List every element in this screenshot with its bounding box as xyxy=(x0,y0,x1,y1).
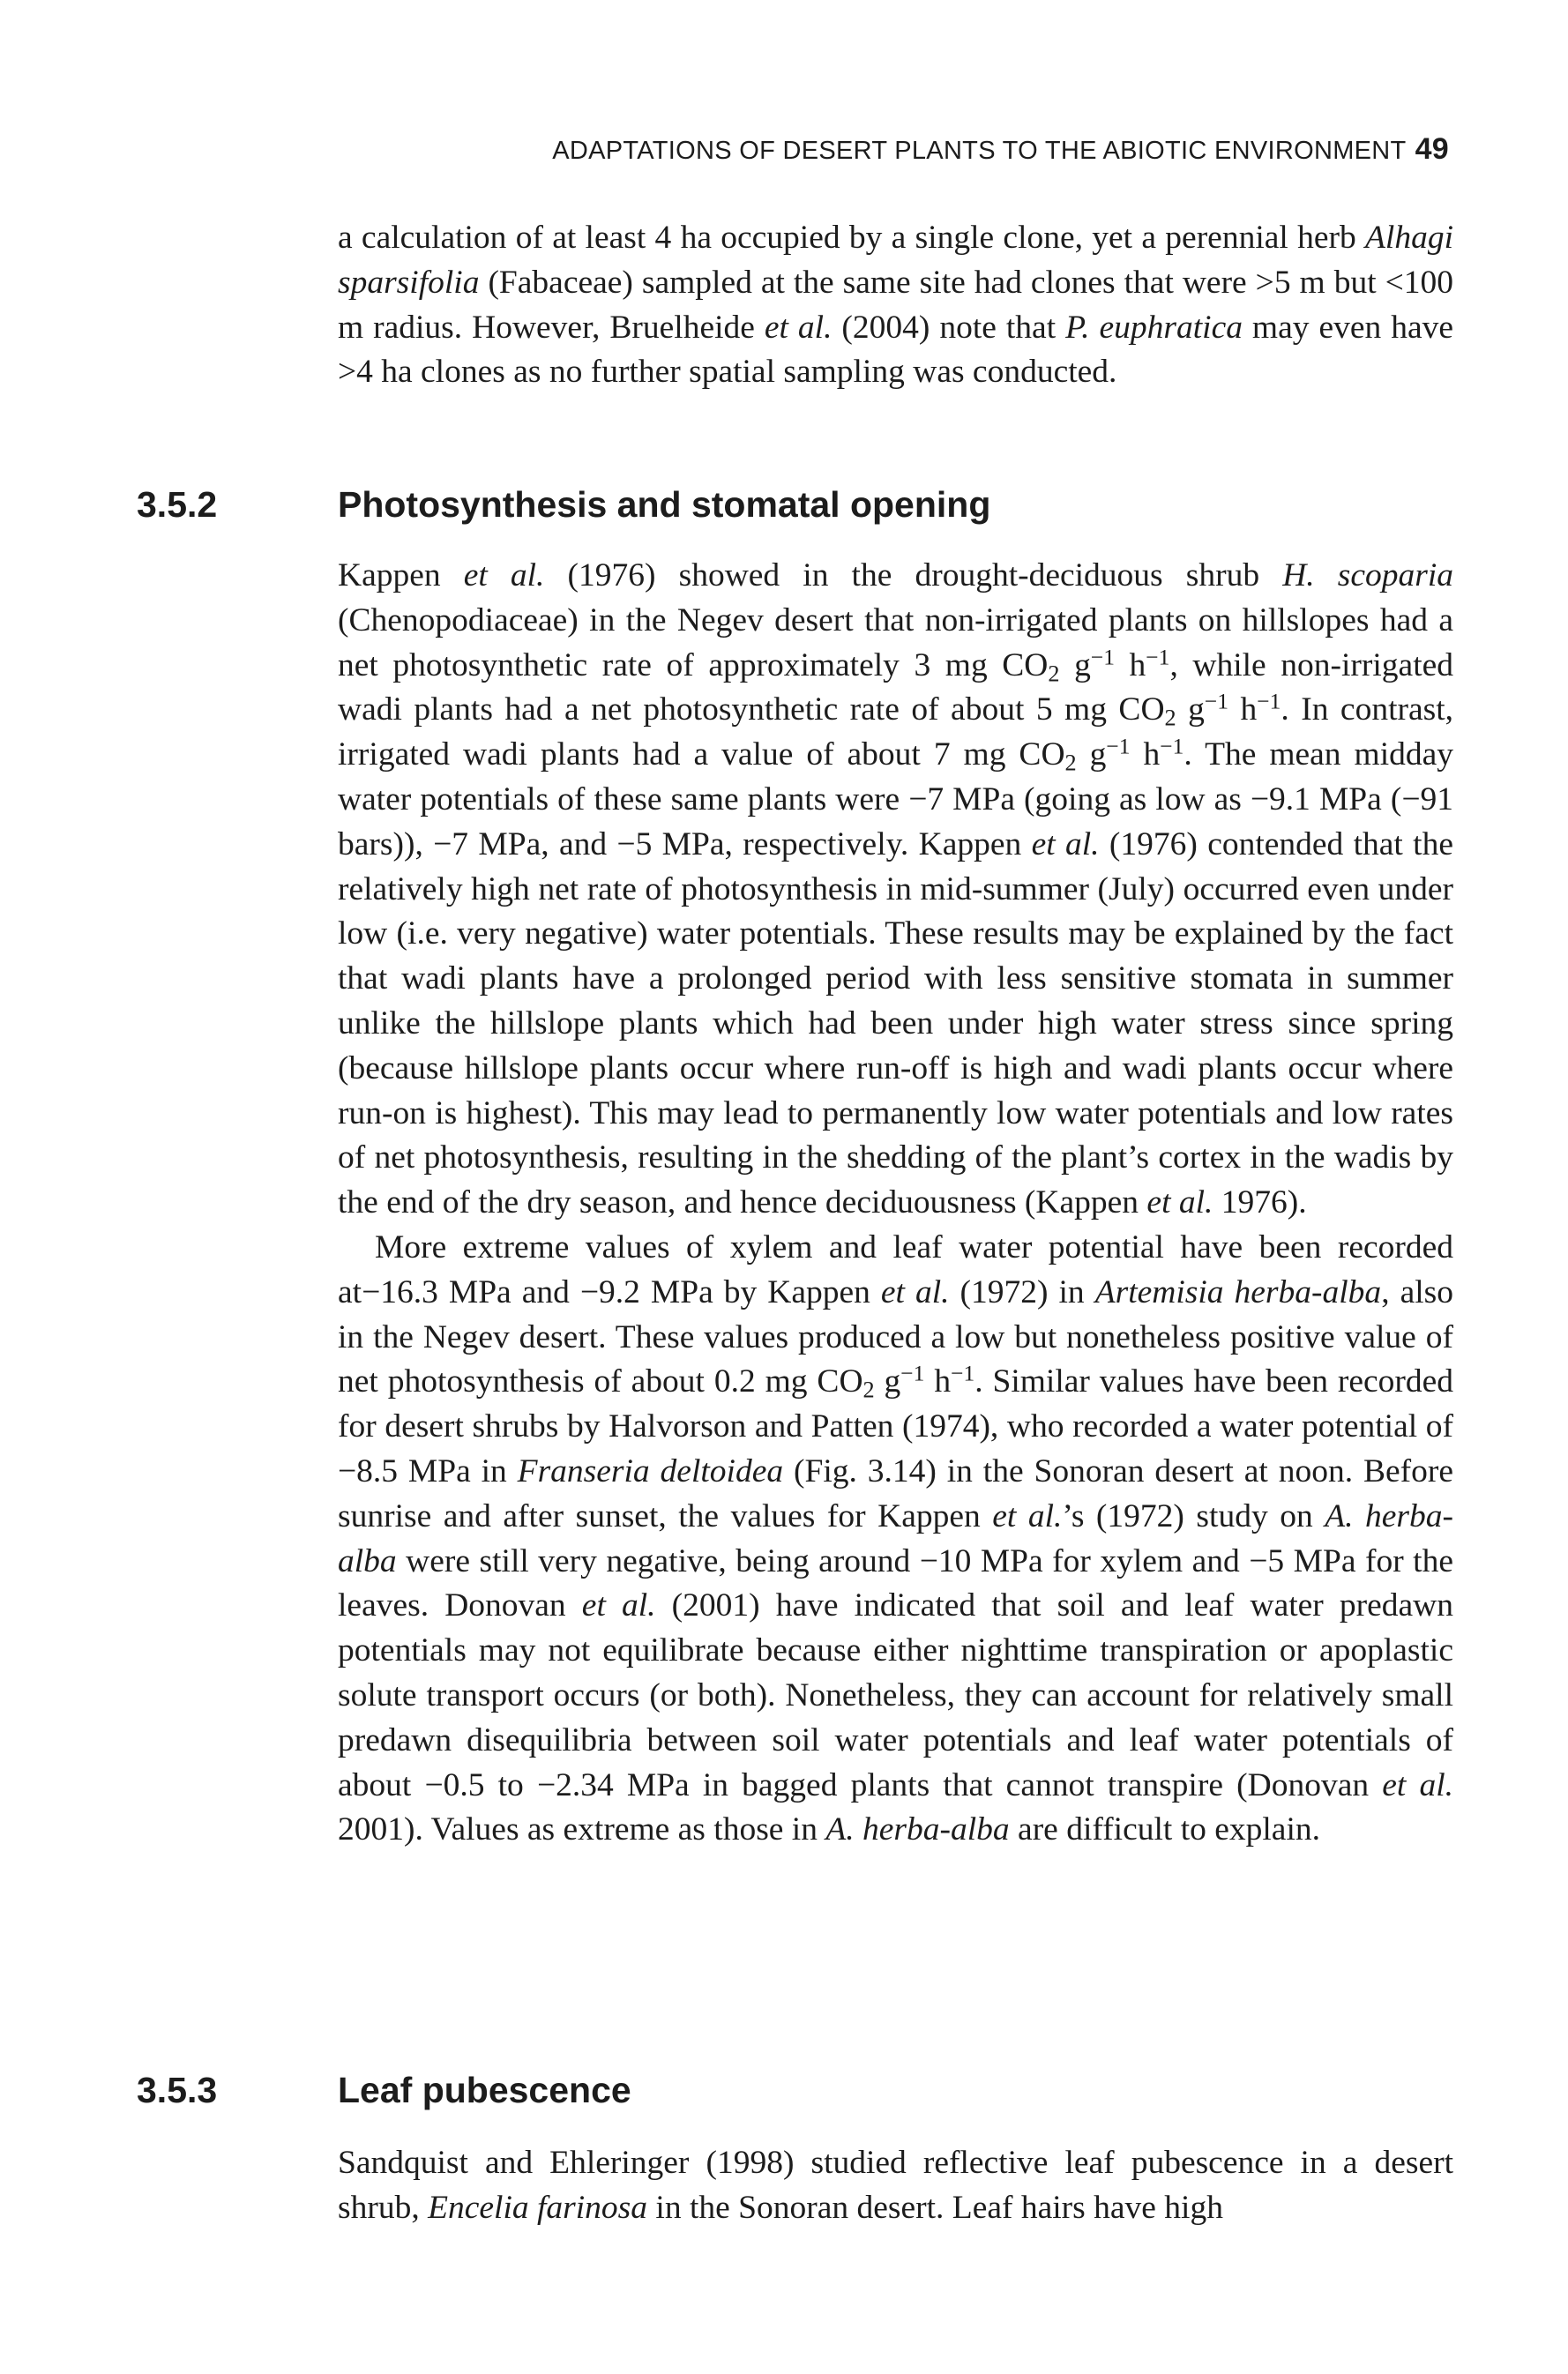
paragraph: Kappen et al. (1976) showed in the drought-deciduous shrub H. scoparia (Chenopodiaceae) in the Negev desert that non-irrigated plants on hillslopes had a net photosynthetic rate of approximately 3 mg $CO_2$ $g^{-1}$ $h^{-1}$, while non-irrigated wadi plants had a net photosynthetic rate of about 5 mg $CO_2$ $g^{-1}$ $h^{-1}$. In contrast, irrigated wadi plants had a value of about 7 mg $CO_2$ $g^{-1}$ $h^{-1}$. The mean midday water potentials of these same plants were −7 MPa (going as low as −9.1 MPa (−91 bars)), −7 MPa, and −5 MPa, respectively. Kappen et al. (1976) contended that the relatively high net rate of photosynthesis in mid-summer (July) occurred even under low (i.e. very negative) water potentials. These results may be explained by the fact that wadi plants have a prolonged period with less sensitive stomata in summer unlike the hillslope plants which had been under high water stress since spring (because hillslope plants occur where run-off is high and wadi plants occur where run-on is highest). This may lead to permanently low water potentials and low rates of net photosynthesis, resulting in the shedding of the plant’s cortex in the wadis by the end of the dry season, and hence deciduousness (Kappen et al. 1976). xyxy=(338,557,1454,1221)
page-number: 49 xyxy=(1415,132,1449,166)
section-3-5-3-body xyxy=(338,2141,1453,2231)
paragraph: a calculation of at least 4 ha occupied by a single clone, yet a perennial herb Alhagi sparsifolia (Fabaceae) sampled at the same site had clones that were >5 m but <100 m radius. However, Bruelheide et al. (2004) note that P. euphratica may even have >4 ha clones as no further spatial sampling was conducted. xyxy=(338,220,1453,391)
paragraph: More extreme values of xylem and leaf water potential have been recorded at−16.3 MPa and −9.2 MPa by Kappen et al. (1972) in Artemisia herba-alba, also in the Negev desert. These values produced a low but nonetheless positive value of net photosynthesis of about 0.2 mg $CO_2$ $g^{-1}$ $h^{-1}$. Similar values have been recorded for desert shrubs by Halvorson and Patten (1974), who recorded a water potential of −8.5 MPa in Franseria deltoidea (Fig. 3.14) in the Sonoran desert at noon. Before sunrise and after sunset, the values for Kappen et al.’s (1972) study on A. herba-alba were still very negative, being around −10 MPa for xylem and −5 MPa for the leaves. Donovan et al. (2001) have indicated that soil and leaf water predawn potentials may not equilibrate because either nighttime transpiration or apoplastic solute transport occurs (or both). Nonetheless, they can account for relatively small predawn disequilibria between soil water potentials and leaf water potentials of about −0.5 to −2.34 MPa in bagged plants that cannot transpire (Donovan et al. 2001). Values as extreme as those in A. herba-alba are difficult to explain. xyxy=(338,1228,1453,1848)
paragraph: Sandquist and Ehleringer (1998) studied reflective leaf pubescence in a desert shrub, Encelia farinosa in the Sonoran desert. Leaf hairs have high xyxy=(338,2145,1453,2226)
running-title: ADAPTATIONS OF DESERT PLANTS TO THE ABIOTIC ENVIRONMENT xyxy=(552,137,1407,165)
running-header xyxy=(0,132,1449,167)
section-title: Photosynthesis and stomatal opening xyxy=(338,484,991,525)
continuation-block xyxy=(338,216,1453,395)
section-number: 3.5.2 xyxy=(137,484,218,525)
section-3-5-2-body xyxy=(338,554,1453,1853)
section-title: Leaf pubescence xyxy=(338,2070,631,2110)
section-number: 3.5.3 xyxy=(137,2070,218,2110)
